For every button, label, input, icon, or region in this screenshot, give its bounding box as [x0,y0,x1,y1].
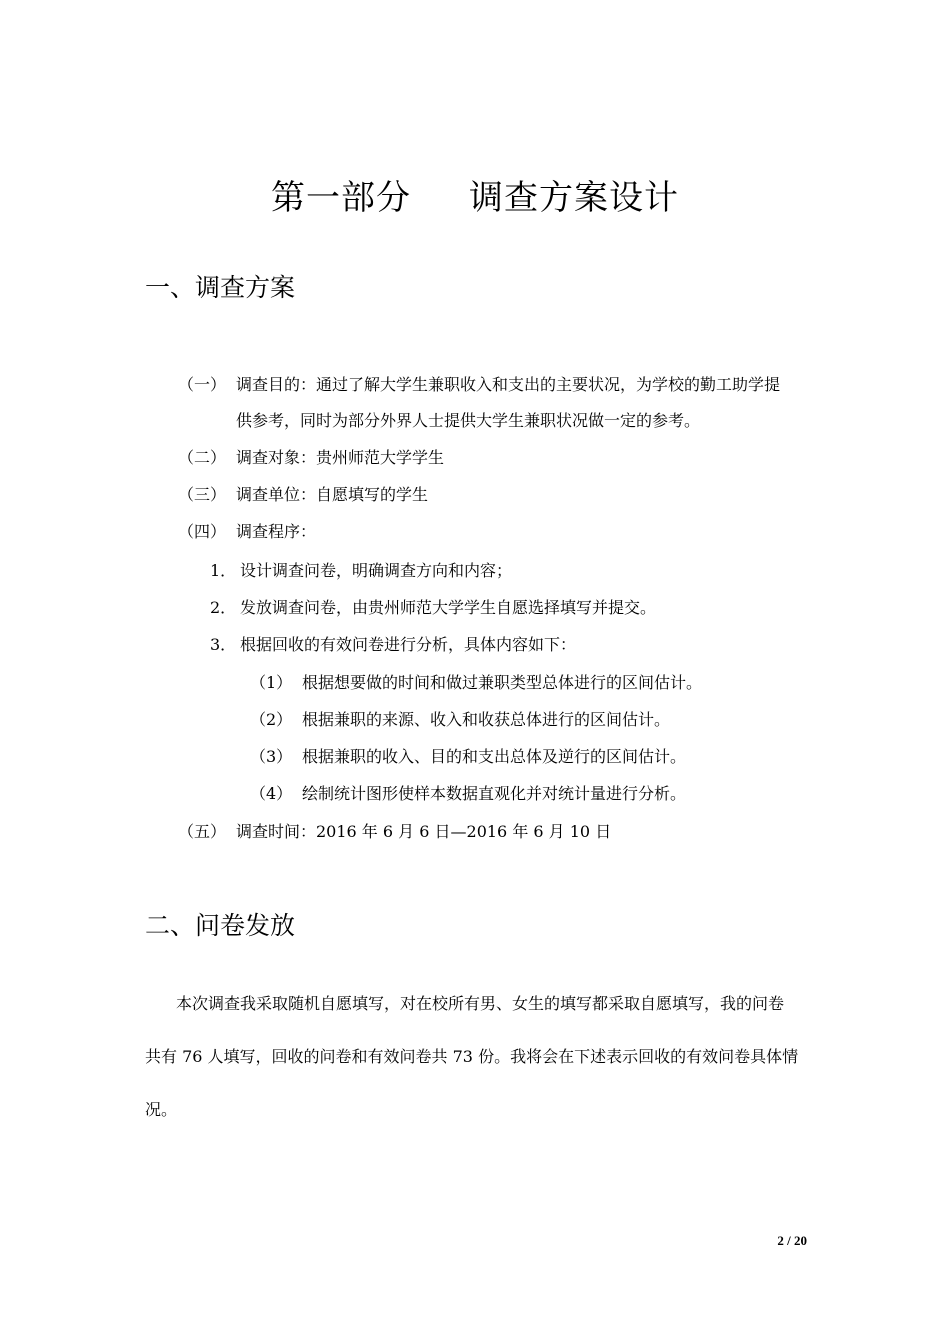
item-marker: （五） [178,822,227,841]
title-name: 调查方案设计 [469,178,679,218]
substep-item [250,744,686,767]
step-text: 发放调查问卷，由贵州师范大学学生自愿选择填写并提交。 [240,598,657,617]
substep-item [250,707,670,730]
substep-text: 根据兼职的收入、目的和支出总体及逆行的区间估计。 [302,747,687,766]
substep-marker: （3） [250,747,293,766]
item-marker: （四） [178,522,227,541]
substep-marker: （1） [250,673,293,692]
item-text: 调查程序： [236,522,317,541]
list-item [178,372,780,395]
item-marker: （二） [178,448,227,467]
list-item [178,819,611,842]
substep-marker: （2） [250,710,293,729]
list-item [178,445,444,468]
page-number: 2 / 20 [777,1233,807,1248]
step-marker: 3． [210,635,237,654]
step-text: 设计调查问卷，明确调查方向和内容； [240,561,513,580]
paragraph-line: 本次调查我采取随机自愿填写，对在校所有男、女生的填写都采取自愿填写，我的问卷 [176,994,785,1013]
substep-item [250,781,686,804]
item-text: 调查单位：自愿填写的学生 [236,485,429,504]
list-item-continuation: 供参考，同时为部分外界人士提供大学生兼职状况做一定的参考。 [236,411,701,430]
step-text: 根据回收的有效问卷进行分析，具体内容如下： [240,635,577,654]
step-item [210,558,512,581]
item-text: 调查时间：2016 年 6 月 6 日—2016 年 6 月 10 日 [236,822,612,841]
section-heading-survey-plan: 一、调查方案 [145,273,296,302]
item-marker: （三） [178,485,227,504]
step-item [210,632,576,655]
substep-text: 根据兼职的来源、收入和收获总体进行的区间估计。 [302,710,671,729]
item-marker: （一） [178,375,227,394]
step-marker: 1． [210,561,237,580]
list-item [178,519,316,542]
step-item [210,595,656,618]
list-item [178,482,428,505]
paragraph-line: 况。 [145,1100,178,1119]
item-text: 调查目的：通过了解大学生兼职收入和支出的主要状况，为学校的勤工助学提 [236,375,781,394]
step-marker: 2． [210,598,237,617]
substep-text: 绘制统计图形使样本数据直观化并对统计量进行分析。 [302,784,687,803]
paragraph-line: 共有 76 人填写，回收的问卷和有效问卷共 73 份。我将会在下述表示回收的有效问卷具体情 [145,1047,799,1066]
substep-text: 根据想要做的时间和做过兼职类型总体进行的区间估计。 [302,673,703,692]
section-heading-questionnaire: 二、问卷发放 [145,911,296,940]
item-text: 调查对象：贵州师范大学学生 [236,448,445,467]
page-title [0,170,950,219]
substep-marker: （4） [250,784,293,803]
substep-item [250,670,702,693]
title-part: 第一部分 [271,178,411,218]
